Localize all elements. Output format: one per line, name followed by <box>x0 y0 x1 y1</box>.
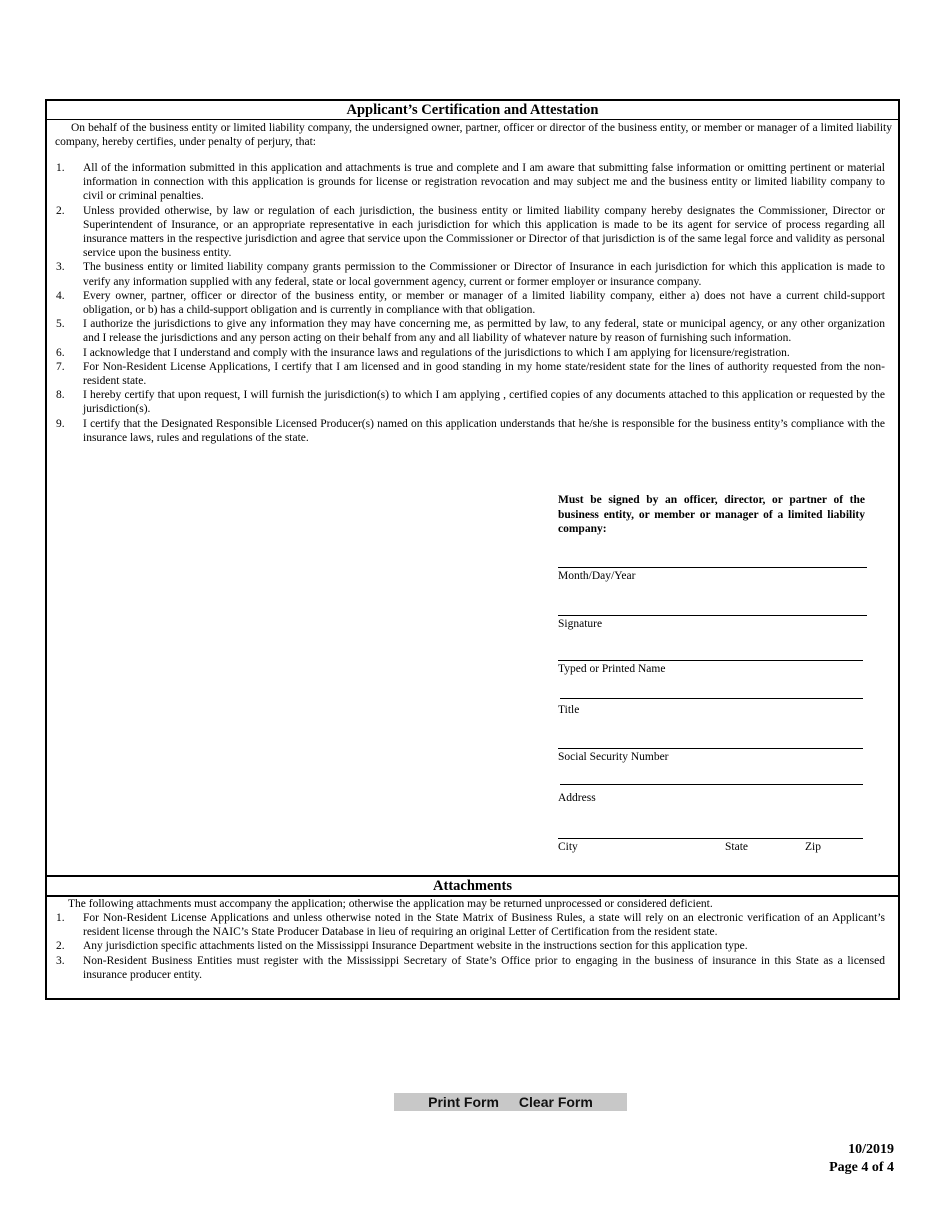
list-item: 7. For Non-Resident License Applications, I certify that I am licensed and in good standing in my home state/resident state for the lines of authority requested from the non-resident state. <box>56 360 885 388</box>
signature-line[interactable] <box>558 615 867 616</box>
date-label: Month/Day/Year <box>558 570 636 582</box>
address-label: Address <box>558 792 596 804</box>
ssn-line[interactable] <box>558 748 863 749</box>
list-item: 3. The business entity or limited liability company grants permission to the Commissioner or Director of Insurance in each jurisdiction for which this application is made to verify any information supplied with any federal, state or local government agency, current or former employer or insurance company. <box>56 261 885 288</box>
list-item: 1. For Non-Resident License Applications and unless otherwise noted in the State Matrix of Business Rules, a state will rely on an electronic verification of an Applicant’s resident license through the NAIC’s State Producer Database in lieu of requiring an original Letter of Certification from the resident state. <box>56 912 885 939</box>
attachments-list <box>47 911 898 982</box>
certification-list <box>47 161 898 445</box>
ssn-label: Social Security Number <box>558 751 669 763</box>
list-item: 8. I hereby certify that upon request, I will furnish the jurisdiction(s) to which I am applying , certified copies of any documents attached to this application or requested by the jurisdiction(s). <box>56 389 885 416</box>
city-state-zip-field[interactable] <box>558 838 863 854</box>
title-label: Title <box>558 704 580 716</box>
zip-label: Zip <box>805 841 821 853</box>
title-field[interactable] <box>558 698 863 717</box>
list-item: 5. I authorize the jurisdictions to give any information they may have concerning me, as permitted by law, to any federal, state or municipal agency, or any other organization and I release the jurisdictions and any person acting on their behalf from any and all liability of whatever nature by reason of furnishing such information. <box>56 318 885 345</box>
address-line[interactable] <box>560 784 863 785</box>
print-form-button[interactable]: Print Form <box>428 1094 499 1110</box>
list-item: 1. All of the information submitted in this application and attachments is true and complete and I am aware that submitting false information or omitting pertinent or material information in connection with this application is grounds for license or registration revocation and may subject me and the business entity or limited liability company to civil or criminal penalties. <box>56 162 885 203</box>
printed-name-label: Typed or Printed Name <box>558 663 666 675</box>
page-footer <box>829 1141 894 1177</box>
signature-instructions: Must be signed by an officer, director, or partner of the business entity, or member or manager of a limited liability company: <box>558 494 865 535</box>
state-label: State <box>725 841 748 853</box>
attachments-title: Attachments <box>47 875 898 897</box>
list-item: 2. Unless provided otherwise, by law or regulation of each jurisdiction, the business entity or limited liability company hereby designates the Commissioner, Director or Superintendent of Insurance, or an appropriate representative in each jurisdiction for which this application is made to be its agent for service of process regarding all insurance matters in the respective jurisdiction and agree that service upon the Commissioner or Director of that jurisdiction is of the same legal force and validity as personal service upon the business entity. <box>56 204 885 260</box>
certification-intro: On behalf of the business entity or limited liability company, the undersigned owner, partner, officer or director of the business entity, or member or manager of a limited liability company, hereby certifies, under penalty of perjury, that: <box>55 122 892 148</box>
certification-title: Applicant’s Certification and Attestation <box>47 101 898 120</box>
attachments-intro: The following attachments must accompany the application; otherwise the application may be returned unprocessed or considered deficient. <box>68 898 713 910</box>
page-number: Page 4 of 4 <box>829 1160 894 1175</box>
list-item: 4. Every owner, partner, officer or director of the business entity, or member or manager of a limited liability company, either a) does not have a current child-support obligation, or b) has a child-support obligation and is currently in compliance with that obligation. <box>56 289 885 317</box>
certification-form <box>45 99 900 1000</box>
form-buttons <box>394 1093 627 1111</box>
signature-field[interactable] <box>558 615 867 631</box>
list-item: 9. I certify that the Designated Responsible Licensed Producer(s) named on this application understands that he/she is responsible for the business entity’s compliance with the insurance laws, rules and regulations of the state. <box>56 417 885 444</box>
printed-name-field[interactable] <box>558 660 863 676</box>
list-item: 2. Any jurisdiction specific attachments listed on the Mississippi Insurance Department website in the instructions section for this application type. <box>56 940 748 953</box>
revision-date: 10/2019 <box>848 1142 894 1157</box>
signature-label: Signature <box>558 618 603 630</box>
attachments-section <box>47 875 898 982</box>
address-field[interactable] <box>558 784 863 805</box>
title-line[interactable] <box>560 698 863 699</box>
printed-name-line[interactable] <box>558 660 863 661</box>
city-state-zip-line[interactable] <box>558 838 863 839</box>
ssn-field[interactable] <box>558 748 863 764</box>
list-item: 3. Non-Resident Business Entities must register with the Mississippi Secretary of State’s Office prior to engaging in the business of insurance in this State as a licensed insurance producer entity. <box>56 954 885 981</box>
list-item: 6. I acknowledge that I understand and comply with the insurance laws and regulations of the jurisdictions to which I am applying for licensure/registration. <box>56 346 790 359</box>
date-field[interactable] <box>558 567 867 583</box>
date-line[interactable] <box>558 567 867 568</box>
clear-form-button[interactable]: Clear Form <box>518 1094 593 1110</box>
city-label: City <box>558 841 578 853</box>
